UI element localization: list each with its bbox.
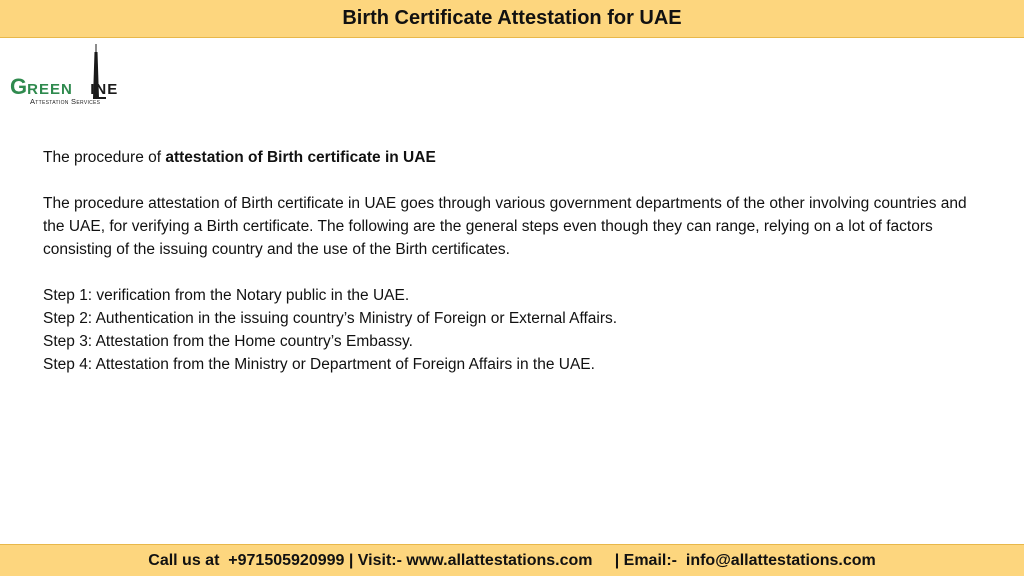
intro-line bbox=[43, 146, 983, 169]
description-paragraph: The procedure attestation of Birth certificate in UAE goes through various government departments of the other involving countries and the UAE, for verifying a Birth certificate. The following are the general steps even though they can range, relying on a lot of factors consisting of the issuing country and the use of the Birth certificates. bbox=[43, 195, 967, 258]
logo-letters-ine: INE bbox=[90, 81, 119, 98]
step-item: Step 1: verification from the Notary public in the UAE. bbox=[43, 287, 410, 304]
step-item: Step 2: Authentication in the issuing country’s Ministry of Foreign or External Affairs. bbox=[43, 310, 618, 327]
intro-bold: attestation of Birth certificate in UAE bbox=[165, 149, 436, 166]
logo-letters-reen: REEN bbox=[27, 81, 73, 98]
company-logo bbox=[10, 44, 140, 110]
intro-prefix: The procedure of bbox=[43, 149, 166, 166]
header-bar bbox=[0, 0, 1024, 38]
main-content bbox=[43, 146, 983, 376]
logo-letter-g: G bbox=[10, 74, 28, 99]
step-item: Step 3: Attestation from the Home country’s Embassy. bbox=[43, 333, 413, 350]
page-title: Birth Certificate Attestation for UAE bbox=[342, 7, 682, 29]
logo-subtitle-text: Attestation Services bbox=[30, 97, 101, 106]
footer-contact: Call us at +971505920999 | Visit:- www.allattestations.com | Email:- info@allattestations.com bbox=[148, 551, 876, 569]
footer-bar bbox=[0, 544, 1024, 576]
step-item: Step 4: Attestation from the Ministry or Department of Foreign Affairs in the UAE. bbox=[43, 356, 595, 373]
logo-subtitle bbox=[30, 97, 100, 106]
